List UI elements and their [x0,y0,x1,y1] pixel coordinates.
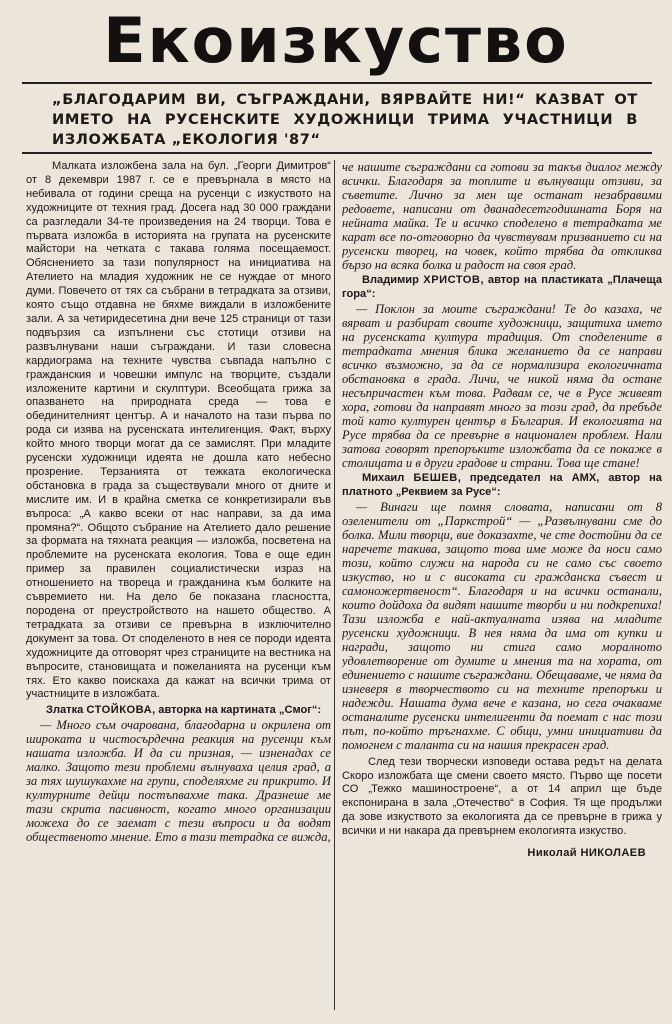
speaker-name: Владимир [362,274,419,286]
article-outro: След тези творчески изповеди остава редът на делата Скоро изложбата ще смени своето място. Първо ще посети СО „Тежко машиностроене“, а от 14 април ще бъде експонирана в зала „Отечество“ в София. Тя ще продължи да зове изкуството за екологията да се превърне в грижа у всички и ни накара да превърнем екологията изкуство. [342,755,662,838]
speaker-role: , автор на пластиката „Плачеща гора“: [342,274,662,300]
headline-box [22,82,652,154]
speaker-surname: БЕШЕВ [413,471,458,484]
speaker-name: Михаил [362,471,405,484]
section-masthead: Екоизкуство [103,4,569,77]
quote-stoykova-part1: — Много съм очарована, благодарна и окрилена от широката и чистосърдечна реакция на русенци към нашата изложба. И да си призная, — изненадах се малко. Защото тези проблеми вълнуваха целия град, а за тях шушукахме на групи, споделяхме ги прикрито. И културните дейци постъпвахме така. Дразнеше ме тази скрита пасивност, когато много организации можеха до се заемат с тези въпроси и да водят общественото мнение. Ето в тази тетрадка се вижда, [26,718,331,845]
quote-stoykova-part2: че нашите съграждани са готови за такъв диалог между всички. Благодаря за топлите и вълнуващи отзиви, за съветите. Лично за мен ще останат незабравими редовете, написани от дванадесетгодишната Боря на нейната майка. Те и всичко споделено в тетрадката ме карат все по-отговорно да чувствувам призванието си на русенски творец, на човек, който трябва да откликва бързо на всяка болка и радост на своя град. [342,160,662,272]
speaker-role: , авторка на картината „Смог“: [152,704,322,717]
author-byline: Николай НИКОЛАЕВ [527,847,646,860]
quote-hristov: — Поклон за моите съграждани! Те до казаха, че вярват и разбират своите художници, защитиха името на русенската култура традиция. От споделените в тетрадката мнения блика желанието да се направи всичко възможно, за да се нормализира екологичната обстановка в града. Личи, че никой няма да остане несъпричастен към това. Радвам се, че в Русе живеят хора, готови да направят много за този град, да пребъде той като културен център в България. И екологията на Русе трябва да се превърне в национален проблем. Нали затова говорят препоръките изложбата да се покаже в столицата и в други градове и страни. Това ще стане! [342,301,662,470]
article-column-right [342,160,662,1020]
article-column-left [26,160,331,1020]
speaker-surname: ХРИСТОВ [423,274,481,286]
speaker-surname: СТОЙКОВА [86,704,153,717]
column-divider [334,160,335,1010]
speaker-heading-hristov [342,274,662,302]
article-intro: Малката изложбена зала на бул. „Георги Димитров“ от 8 декември 1987 г. се е превърнала в място на небивала от години среща на русенци с изкуството на художниците от техния град. Досега над 30 000 граждани са разгледали 34-те произведения на 24 творци. Това е първата изложба в историята на групата на русенските майстори на четката с такава голяма посещаемост. Обяснението за тази популярност на инициатива на Ателието на младия художник не се нуждае от много думи. Повечето от тях са събрани в тетрадката за отзиви, която също отдавна не бяхме виждали в изложбените зали. А за четиридесетина дни вече 125 страници от тази подвързия са изпълнени със стотици отзиви на развълнувани наши съграждани. И тази словесна кардиограма на техните чувства съвпада напълно с гражданския и човешки импулс на творците, създали изложените картини и скулптури. Всеобщата грижа за опазването на природната среда — това е обединителният център. А и началото на тази първа по рода си изява на русенската интелигенция. Факт, върху който много творци могат да се замислят. При младите русенски художници идеята не дошла като небесно прозрение. Терзанията от тежката екологическа обстановка в града за съществували много от дните и мислите им. И в крайна сметка се конкретизирали във въпроса: „А какво всеки от нас направи, за да има промяна?“. Общото събрание на Ателието дало решение за формата на тяхната реакция — изложба, посветена на проблемите на русенската екология. Това е още един пример за правилен социалистически израз на отношението на твореца и гражданина към болките на съвремието ни. На дело бе показана гласността, породена от преустройството на нашето общество. А тетрадката за отзиви се превърна в изключително документ за това. От споделеното в нея се породи идеята художниците да отговорят чрез страниците на вестника на въпросите, становищата и пожеланията на русенци към тях. Ето какво поискаха да кажат на всички трима от участниците в изложбата. [26,160,331,701]
speaker-role: , председател на АМХ, автор на платното „Реквием за Русе“: [342,471,662,498]
quote-beshev: — Винаги ще помня словата, написани от 8 озеленители от „Паркстрой“ — „Развълнувани сме до болка. Мили творци, вие доказахте, че сте достойни да се наречете такива, защото това име може да носи само този, който служи на народа си не само със своето изкуство, но и с високата си гражданска съвест и самоножертвеност“. Благодаря и на всички останали, които дойдоха да видят нашите творби и ни подкрепиха! Тази изложба е най-актуалната изява на младите русенски художници. В нея няма да има от купки и награди, защото ни стига само моралното удовлетворение от думите и мнения та на хората, от единението с нашите съграждани. Обещаваме, че няма да изневеря в творчеството си на техните препоръки и надежди. Нашата дума вече е казана, но сега очакваме останалите русенски интелигенти да поемат с нас този път, по-който тръгнахме. С общи, умни инициативи да помогнем с таланта си на нашия прекрасен град. [342,499,662,752]
speaker-heading-stoykova [26,704,331,718]
speaker-name: Златка [46,704,84,717]
article-headline: „БЛАГОДАРИМ ВИ, СЪГРАЖДАНИ, ВЯРВАЙТЕ НИ!“ КАЗВАТ ОТ ИМЕТО НА РУСЕНСКИТЕ ХУДОЖНИЦИ ТРИМА УЧАСТНИЦИ В ИЗЛОЖБАТА „ЕКОЛОГИЯ '87“ [52,91,638,148]
speaker-heading-beshev [342,472,662,500]
